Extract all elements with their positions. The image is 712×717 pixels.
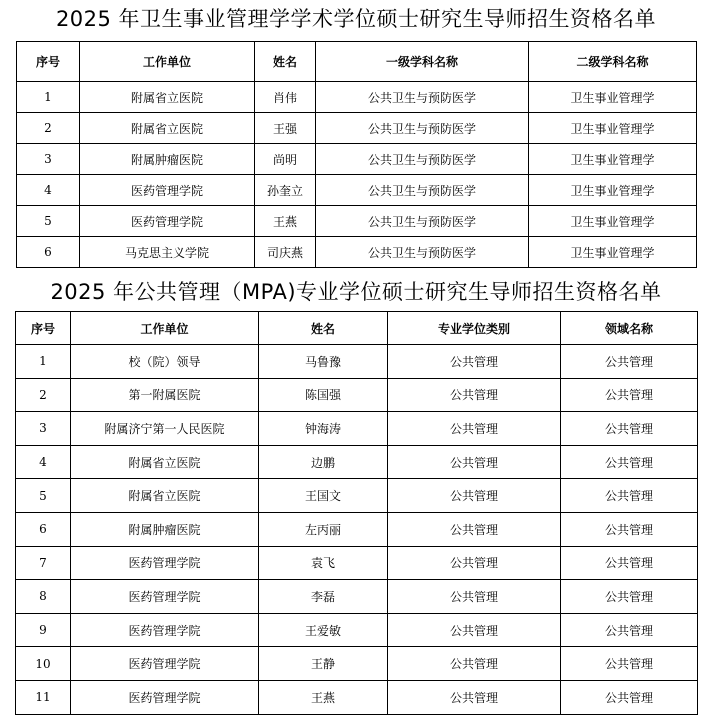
- cell-name: 袁飞: [259, 546, 388, 580]
- cell-category: 公共管理: [388, 412, 561, 446]
- cell-unit: 附属肿瘤医院: [71, 512, 259, 546]
- cell-index: 3: [17, 144, 80, 175]
- cell-name: 马鲁豫: [259, 345, 388, 379]
- cell-index: 6: [16, 512, 71, 546]
- cell-unit: 附属济宁第一人民医院: [71, 412, 259, 446]
- cell-category: 公共管理: [388, 647, 561, 681]
- table-row: [16, 445, 698, 479]
- header-name: 姓名: [255, 42, 316, 82]
- table-row: [16, 613, 698, 647]
- table-row: [17, 82, 697, 113]
- cell-unit: 第一附属医院: [71, 378, 259, 412]
- cell-unit: 医药管理学院: [71, 613, 259, 647]
- cell-unit: 医药管理学院: [80, 206, 255, 237]
- table-body: [16, 345, 698, 715]
- header-index: 序号: [17, 42, 80, 82]
- cell-name: 王爱敏: [259, 613, 388, 647]
- cell-unit: 医药管理学院: [71, 647, 259, 681]
- header-field-name: 领域名称: [561, 312, 698, 345]
- academic-supervisor-table: [16, 41, 697, 268]
- section1-title: 2025 年卫生事业管理学学术学位硕士研究生导师招生资格名单: [55, 7, 657, 31]
- cell-unit: 附属省立医院: [80, 113, 255, 144]
- cell-index: 10: [16, 647, 71, 681]
- cell-name: 肖伟: [255, 82, 316, 113]
- cell-name: 左丙丽: [259, 512, 388, 546]
- cell-name: 王国文: [259, 479, 388, 513]
- cell-category: 公共管理: [388, 680, 561, 714]
- cell-name: 孙奎立: [255, 175, 316, 206]
- cell-index: 9: [16, 613, 71, 647]
- cell-category: 公共卫生与预防医学: [316, 113, 529, 144]
- table-row: [17, 113, 697, 144]
- cell-unit: 医药管理学院: [71, 580, 259, 614]
- cell-category: 公共管理: [388, 378, 561, 412]
- cell-field: 公共管理: [561, 680, 698, 714]
- table-row: [17, 206, 697, 237]
- cell-name: 王静: [259, 647, 388, 681]
- header-unit: 工作单位: [71, 312, 259, 345]
- cell-field: 公共管理: [561, 412, 698, 446]
- cell-name: 陈国强: [259, 378, 388, 412]
- cell-field: 卫生事业管理学: [529, 82, 697, 113]
- cell-unit: 校（院）领导: [71, 345, 259, 379]
- cell-index: 1: [16, 345, 71, 379]
- mpa-supervisor-table: [15, 311, 698, 715]
- cell-index: 8: [16, 580, 71, 614]
- header-degree-category: 专业学位类别: [388, 312, 561, 345]
- cell-field: 卫生事业管理学: [529, 113, 697, 144]
- cell-index: 2: [16, 378, 71, 412]
- table-header-row: [16, 312, 698, 345]
- cell-field: 公共管理: [561, 345, 698, 379]
- table-row: [16, 378, 698, 412]
- cell-name: 王燕: [255, 206, 316, 237]
- cell-index: 6: [17, 237, 80, 268]
- header-name: 姓名: [259, 312, 388, 345]
- table-row: [16, 412, 698, 446]
- cell-index: 4: [16, 445, 71, 479]
- cell-category: 公共管理: [388, 479, 561, 513]
- cell-category: 公共卫生与预防医学: [316, 175, 529, 206]
- cell-unit: 附属省立医院: [71, 479, 259, 513]
- cell-index: 5: [16, 479, 71, 513]
- table-body: [17, 82, 697, 268]
- cell-name: 王强: [255, 113, 316, 144]
- cell-category: 公共卫生与预防医学: [316, 206, 529, 237]
- cell-field: 卫生事业管理学: [529, 175, 697, 206]
- cell-field: 公共管理: [561, 580, 698, 614]
- cell-index: 2: [17, 113, 80, 144]
- cell-field: 公共管理: [561, 479, 698, 513]
- section2-title: 2025 年公共管理（MPA)专业学位硕士研究生导师招生资格名单: [50, 280, 662, 304]
- cell-field: 卫生事业管理学: [529, 206, 697, 237]
- cell-category: 公共管理: [388, 445, 561, 479]
- cell-field: 卫生事业管理学: [529, 237, 697, 268]
- header-unit: 工作单位: [80, 42, 255, 82]
- table-header-row: [17, 42, 697, 82]
- cell-unit: 附属肿瘤医院: [80, 144, 255, 175]
- table-row: [17, 175, 697, 206]
- cell-category: 公共卫生与预防医学: [316, 144, 529, 175]
- header-primary-discipline: 一级学科名称: [316, 42, 529, 82]
- table-row: [16, 345, 698, 379]
- table-row: [16, 647, 698, 681]
- cell-unit: 附属省立医院: [71, 445, 259, 479]
- cell-category: 公共管理: [388, 345, 561, 379]
- cell-index: 1: [17, 82, 80, 113]
- table-row: [16, 479, 698, 513]
- cell-category: 公共卫生与预防医学: [316, 237, 529, 268]
- cell-field: 公共管理: [561, 445, 698, 479]
- cell-name: 李磊: [259, 580, 388, 614]
- table-row: [17, 144, 697, 175]
- cell-field: 卫生事业管理学: [529, 144, 697, 175]
- cell-index: 11: [16, 680, 71, 714]
- cell-field: 公共管理: [561, 512, 698, 546]
- cell-unit: 医药管理学院: [71, 680, 259, 714]
- cell-unit: 医药管理学院: [71, 546, 259, 580]
- cell-index: 4: [17, 175, 80, 206]
- table-row: [16, 512, 698, 546]
- cell-unit: 附属省立医院: [80, 82, 255, 113]
- cell-category: 公共管理: [388, 512, 561, 546]
- header-secondary-discipline: 二级学科名称: [529, 42, 697, 82]
- cell-field: 公共管理: [561, 378, 698, 412]
- table-row: [16, 580, 698, 614]
- cell-category: 公共管理: [388, 546, 561, 580]
- cell-category: 公共卫生与预防医学: [316, 82, 529, 113]
- cell-category: 公共管理: [388, 613, 561, 647]
- cell-category: 公共管理: [388, 580, 561, 614]
- cell-name: 钟海涛: [259, 412, 388, 446]
- header-index: 序号: [16, 312, 71, 345]
- cell-unit: 医药管理学院: [80, 175, 255, 206]
- cell-name: 边鹏: [259, 445, 388, 479]
- cell-unit: 马克思主义学院: [80, 237, 255, 268]
- cell-name: 尚明: [255, 144, 316, 175]
- table-row: [16, 546, 698, 580]
- cell-index: 3: [16, 412, 71, 446]
- table-row: [17, 237, 697, 268]
- cell-index: 7: [16, 546, 71, 580]
- table-row: [16, 680, 698, 714]
- cell-field: 公共管理: [561, 647, 698, 681]
- cell-name: 司庆燕: [255, 237, 316, 268]
- cell-field: 公共管理: [561, 546, 698, 580]
- cell-field: 公共管理: [561, 613, 698, 647]
- cell-name: 王燕: [259, 680, 388, 714]
- cell-index: 5: [17, 206, 80, 237]
